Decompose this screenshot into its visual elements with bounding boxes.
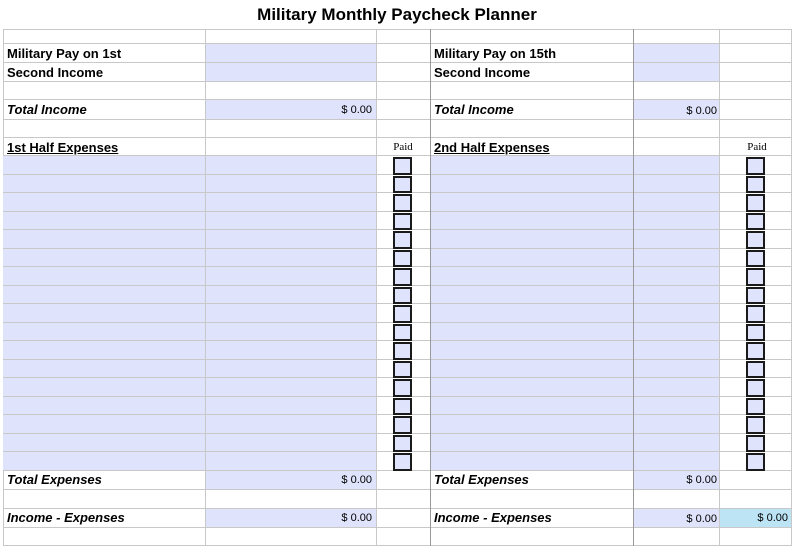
grid-cell[interactable]: [431, 193, 634, 212]
right-paid-header: Paid: [747, 141, 767, 153]
grid-cell[interactable]: [3, 267, 206, 286]
left-paid-header: Paid: [393, 141, 413, 153]
grid-cell[interactable]: [206, 397, 377, 415]
right-paid-checkbox[interactable]: [746, 176, 765, 193]
grid-cell[interactable]: [634, 434, 720, 452]
right-total-income-value: $ 0.00: [686, 105, 717, 117]
grid-cell[interactable]: [3, 156, 206, 175]
grid-cell[interactable]: [431, 286, 634, 304]
grid-cell[interactable]: [377, 509, 431, 528]
grid-cell[interactable]: [3, 341, 206, 360]
grid-cell[interactable]: [206, 44, 377, 63]
right-total-expenses-value: $ 0.00: [686, 474, 717, 486]
grid-cell[interactable]: [634, 44, 720, 63]
left-expenses-header: 1st Half Expenses: [7, 140, 119, 155]
grid-cell[interactable]: [431, 156, 634, 175]
grid-cell[interactable]: [634, 360, 720, 378]
left-paid-checkbox[interactable]: [393, 250, 412, 267]
right-paid-checkbox[interactable]: [746, 435, 765, 452]
grid-cell[interactable]: [206, 156, 377, 175]
grid-cell[interactable]: [206, 193, 377, 212]
grid-cell[interactable]: [431, 360, 634, 378]
grid-cell[interactable]: [3, 175, 206, 193]
left-paid-checkbox[interactable]: [393, 268, 412, 286]
right-paid-checkbox[interactable]: [746, 342, 765, 360]
right-paid-checkbox[interactable]: [746, 250, 765, 267]
grid-cell[interactable]: [720, 44, 792, 63]
grid-cell[interactable]: [634, 63, 720, 82]
grid-cell[interactable]: [3, 415, 206, 434]
grid-cell[interactable]: [431, 378, 634, 397]
grid-cell[interactable]: [720, 63, 792, 82]
left-paid-checkbox[interactable]: [393, 287, 412, 304]
grid-cell[interactable]: [634, 156, 720, 175]
grid-cell[interactable]: [634, 528, 720, 546]
left-paid-checkbox[interactable]: [393, 231, 412, 249]
left-paid-checkbox[interactable]: [393, 194, 412, 212]
grid-cell[interactable]: [206, 212, 377, 230]
grid-cell[interactable]: [206, 415, 377, 434]
right-paid-checkbox[interactable]: [746, 416, 765, 434]
grid-cell[interactable]: [206, 29, 377, 44]
grid-cell[interactable]: [3, 230, 206, 249]
grid-cell[interactable]: [377, 63, 431, 82]
grid-cell[interactable]: [377, 44, 431, 63]
left-paid-checkbox[interactable]: [393, 342, 412, 360]
left-total-expenses-label: Total Expenses: [7, 472, 102, 487]
right-total-income-label: Total Income: [434, 102, 514, 117]
grid-cell[interactable]: [3, 120, 206, 138]
grid-cell[interactable]: [634, 249, 720, 267]
grid-cell[interactable]: [3, 29, 206, 44]
grid-cell[interactable]: [206, 452, 377, 471]
right-paid-checkbox[interactable]: [746, 213, 765, 230]
grid-cell[interactable]: [3, 212, 206, 230]
grid-cell[interactable]: [206, 434, 377, 452]
grid-cell[interactable]: [634, 323, 720, 341]
grid-cell[interactable]: [377, 100, 431, 120]
right-paid-checkbox[interactable]: [746, 453, 765, 471]
grid-cell[interactable]: [206, 138, 377, 156]
right-income-label-2: Second Income: [434, 65, 531, 80]
grid-cell[interactable]: [634, 452, 720, 471]
grid-cell[interactable]: [3, 82, 206, 100]
left-total-expenses-value: $ 0.00: [341, 474, 372, 486]
right-paid-checkbox[interactable]: [746, 194, 765, 212]
left-paid-checkbox[interactable]: [393, 305, 412, 323]
left-paid-checkbox[interactable]: [393, 416, 412, 434]
grid-cell[interactable]: [431, 120, 634, 138]
grid-cell[interactable]: [634, 29, 720, 44]
right-paid-checkbox[interactable]: [746, 324, 765, 341]
left-total-income-value: $ 0.00: [341, 104, 372, 116]
left-income-label-1: Military Pay on 1st: [7, 46, 122, 61]
grid-cell[interactable]: [431, 249, 634, 267]
grid-cell[interactable]: [3, 490, 206, 509]
column-separator: [633, 29, 634, 546]
grid-cell[interactable]: [377, 528, 431, 546]
left-net-label: Income - Expenses: [7, 510, 125, 525]
grid-cell[interactable]: [634, 397, 720, 415]
left-paid-checkbox[interactable]: [393, 398, 412, 415]
grid-cell[interactable]: [3, 249, 206, 267]
right-paid-checkbox[interactable]: [746, 287, 765, 304]
page-title: Military Monthly Paycheck Planner: [257, 5, 537, 24]
grid-cell[interactable]: [720, 29, 792, 44]
grid-cell[interactable]: [3, 378, 206, 397]
left-paid-checkbox[interactable]: [393, 435, 412, 452]
grid-cell[interactable]: [206, 378, 377, 397]
grid-cell[interactable]: [206, 304, 377, 323]
grid-cell[interactable]: [634, 138, 720, 156]
left-paid-checkbox[interactable]: [393, 157, 412, 175]
left-paid-checkbox[interactable]: [393, 379, 412, 397]
grid-cell[interactable]: [634, 267, 720, 286]
grid-cell[interactable]: [206, 323, 377, 341]
right-paid-checkbox[interactable]: [746, 398, 765, 415]
grid-cell[interactable]: [3, 286, 206, 304]
grid-cell[interactable]: [206, 230, 377, 249]
grid-cell[interactable]: [206, 528, 377, 546]
grid-cell[interactable]: [377, 490, 431, 509]
right-paid-checkbox[interactable]: [746, 231, 765, 249]
left-paid-checkbox[interactable]: [393, 453, 412, 471]
grid-cell[interactable]: [431, 397, 634, 415]
right-net-extra-value: $ 0.00: [757, 512, 788, 524]
column-separator: [430, 29, 431, 546]
grid-cell[interactable]: [431, 82, 634, 100]
grid-cell[interactable]: [3, 452, 206, 471]
right-paid-checkbox[interactable]: [746, 305, 765, 323]
grid-cell[interactable]: [634, 120, 720, 138]
left-net-value: $ 0.00: [341, 512, 372, 524]
left-total-income-label: Total Income: [7, 102, 87, 117]
left-paid-checkbox[interactable]: [393, 176, 412, 193]
grid-cell[interactable]: [720, 82, 792, 100]
grid-cell[interactable]: [206, 341, 377, 360]
grid-cell[interactable]: [206, 490, 377, 509]
grid-cell[interactable]: [431, 212, 634, 230]
grid-cell[interactable]: [431, 452, 634, 471]
grid-cell[interactable]: [634, 230, 720, 249]
grid-cell[interactable]: [634, 304, 720, 323]
left-paid-checkbox[interactable]: [393, 324, 412, 341]
grid-cell[interactable]: [3, 323, 206, 341]
grid-cell[interactable]: [634, 286, 720, 304]
grid-cell[interactable]: [206, 267, 377, 286]
right-net-value: $ 0.00: [686, 513, 717, 525]
right-net-label: Income - Expenses: [434, 510, 552, 525]
left-paid-checkbox[interactable]: [393, 361, 412, 378]
grid-cell[interactable]: [431, 528, 634, 546]
grid-cell[interactable]: [634, 378, 720, 397]
grid-cell[interactable]: [720, 528, 792, 546]
left-paid-checkbox[interactable]: [393, 213, 412, 230]
right-paid-checkbox[interactable]: [746, 361, 765, 378]
grid-cell[interactable]: [431, 341, 634, 360]
right-paid-checkbox[interactable]: [746, 157, 765, 175]
grid-cell[interactable]: [3, 304, 206, 323]
grid-cell[interactable]: [431, 323, 634, 341]
grid-cell[interactable]: [206, 63, 377, 82]
grid-cell[interactable]: [377, 82, 431, 100]
grid-cell[interactable]: [206, 249, 377, 267]
grid-cell[interactable]: [720, 490, 792, 509]
grid-cell[interactable]: [634, 490, 720, 509]
grid-cell[interactable]: [431, 267, 634, 286]
grid-cell[interactable]: [3, 397, 206, 415]
grid-cell[interactable]: [206, 175, 377, 193]
grid-cell[interactable]: [377, 120, 431, 138]
right-income-label-1: Military Pay on 15th: [434, 46, 557, 61]
grid-cell[interactable]: [720, 471, 792, 490]
grid-cell[interactable]: [634, 415, 720, 434]
grid-cell[interactable]: [431, 490, 634, 509]
grid-cell[interactable]: [377, 29, 431, 44]
grid-cell[interactable]: [634, 175, 720, 193]
grid-cell[interactable]: [3, 528, 206, 546]
grid-cell[interactable]: [431, 304, 634, 323]
grid-cell[interactable]: [634, 193, 720, 212]
left-income-label-2: Second Income: [7, 65, 104, 80]
grid-cell[interactable]: [634, 212, 720, 230]
grid-cell[interactable]: [431, 415, 634, 434]
grid-cell[interactable]: [431, 29, 634, 44]
grid-cell[interactable]: [3, 193, 206, 212]
grid-cell[interactable]: [634, 82, 720, 100]
right-paid-checkbox[interactable]: [746, 268, 765, 286]
grid-cell[interactable]: [3, 434, 206, 452]
grid-cell[interactable]: [431, 175, 634, 193]
right-paid-checkbox[interactable]: [746, 379, 765, 397]
grid-cell[interactable]: [206, 286, 377, 304]
grid-cell[interactable]: [206, 82, 377, 100]
grid-cell[interactable]: [720, 120, 792, 138]
grid-cell[interactable]: [431, 230, 634, 249]
grid-cell[interactable]: [634, 341, 720, 360]
right-total-expenses-label: Total Expenses: [434, 472, 529, 487]
grid-cell[interactable]: [3, 360, 206, 378]
grid-cell[interactable]: [720, 100, 792, 120]
right-expenses-header: 2nd Half Expenses: [434, 140, 550, 155]
grid-cell[interactable]: [431, 434, 634, 452]
grid-cell[interactable]: [206, 360, 377, 378]
grid-cell[interactable]: [206, 120, 377, 138]
grid-cell[interactable]: [377, 471, 431, 490]
